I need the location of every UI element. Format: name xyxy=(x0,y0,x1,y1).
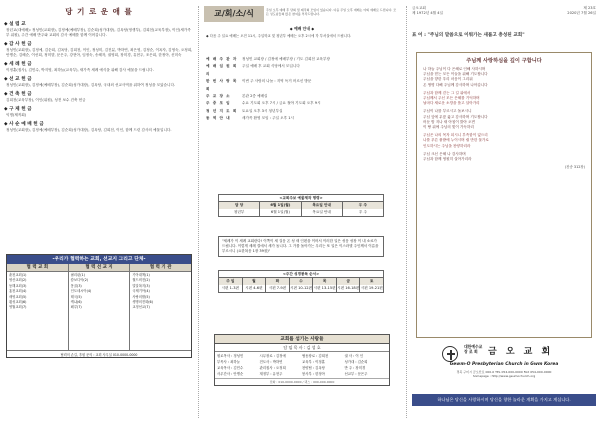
staff-member: 반 주 : 장미경 xyxy=(344,366,366,370)
hymn-line: 이 땅 위에 주님의 빛이 가득하리 xyxy=(423,125,474,130)
cover-header-left: 금오교회 제 1972년 4월 4일 xyxy=(412,6,444,15)
table-cell: 우 주 xyxy=(358,210,367,214)
offering-section-names: 김희천(교육부장), 이인(위원), 성전 보수 건축 헌금 xyxy=(6,98,86,102)
offering-sections xyxy=(4,21,194,133)
offering-column xyxy=(4,6,194,420)
worship-role-row xyxy=(206,63,398,78)
hymn-line: 나를 푸른 풀밭에 누이시며 쉴 만한 물가로 xyxy=(423,138,489,143)
cooperation-item: 국제기아(4) xyxy=(132,289,150,294)
offering-section-heading: ◆ 세 례 헌 금 xyxy=(4,62,32,67)
cooperation-column xyxy=(7,264,69,350)
offering-section-names: 정성민(교회장), 김정예(예배부장), 김순희(성가대장), 김옥당, 국내외 선교사역을 위하여 정성을 모았습니다. xyxy=(6,83,176,87)
church-name-english: Gewm-O Presbyterian Church in Gwm Korea xyxy=(449,362,559,367)
worship-role-value: 이번 주 사랑의 나눔 : 지역 독거 어르신 방문 xyxy=(242,79,312,84)
cooperation-item: 필리핀(1) xyxy=(70,273,85,277)
hymn-lines xyxy=(423,67,585,162)
staff-title: 교회를 섬기는 사람들 xyxy=(215,335,389,344)
hymn-line: 주님과 함께 영원히 살아가리라 xyxy=(423,157,472,162)
table-cell: 목요일 안내 xyxy=(302,209,343,216)
reading-schedule-header xyxy=(219,278,383,285)
offering-section xyxy=(4,121,194,133)
table-header-cell: 우 주 xyxy=(343,202,383,209)
worship-role-label: 예 배 주 관 자 xyxy=(206,57,238,61)
worship-role-value: 새가족 환영 모임 : 주일 오후 1시 xyxy=(242,116,295,121)
cooperation-column-head: 협 력 교 회 xyxy=(7,264,68,272)
hymn-line: 주님을 향한 우리 마음이 그리워 xyxy=(423,77,473,82)
reading-schedule-table xyxy=(218,270,384,293)
cooperation-column xyxy=(130,264,191,350)
offering-section-names: 이정훈(집사), 김민수, 박지영, 최하늘(교육부), 새가족 세례 예식을 위해 감사 예물을 드립니다. xyxy=(6,68,154,72)
staff-grid xyxy=(215,352,389,378)
news-logo: 교/회/소/식 xyxy=(204,6,264,22)
worship-notice: ◆ 다음 주 일요 예배는 오전 11시, 주일학교 및 청년부 예배는 오후 2시에 각 부서실에서 드립니다. xyxy=(206,34,352,38)
worship-role-label: 동 역 안 내 xyxy=(206,116,231,121)
worship-role-row xyxy=(206,115,398,122)
cooperation-column-head: 협 력 선 교 지 xyxy=(69,264,130,272)
cooperation-item: 월드비전(2) xyxy=(132,278,150,283)
offering-section-names: 정성민(교회장), 김정예(예배부장), 김순희(성가대장), 김옥당, 김희천, 이인, 함께 드린 감사의 예물입니다. xyxy=(6,128,172,132)
cooperation-column xyxy=(69,264,131,350)
staff-member: 봉사부 : 한정아 xyxy=(302,372,325,376)
staff-box xyxy=(214,334,390,386)
table-cell: 시편 7-9편 xyxy=(266,285,290,292)
table-header-cell: 6월 1일(월) xyxy=(260,202,301,209)
worship-role-value: 수요 기도회 오후 7시 / 금요 철야 기도회 오후 9시 xyxy=(242,101,321,106)
staff-member: 협동장로 : 김희천 xyxy=(302,354,329,358)
cooperation-item: 홍천교회(4) xyxy=(9,289,27,294)
cover-motto: 표 어 : "주님의 말씀으로 이뤄가는 새롭고 충성된 교회" xyxy=(412,33,525,38)
table-header-cell: 목 xyxy=(313,278,337,285)
offering-section xyxy=(4,76,194,88)
offering-section-heading: ◆ 설 렵 교 xyxy=(4,22,26,27)
cooperation-title: -우리가 협력하는 교회, 선교지 그리고 단체- xyxy=(7,255,191,264)
offering-section-names: 정성민(교회장), 김정예, 김순희, 김옥당, 김희천, 이인, 정성미, 김진분, 박하연, 최은영, 김정순, 이옥자, 김영숙, 오정희, 안병순, 김혜순, 이선희, 정미향, 문은주, 강현아, 임정숙, 송혜자, 권영희, 장미경, 유현주, 조은희, 한정아, 신미숙 xyxy=(6,48,193,57)
table-cell: 6월 1일(월) xyxy=(260,209,301,216)
hymn-line: 날마다 새로운 소망을 품고 살아가리 xyxy=(423,101,480,106)
staff-member: 찬양팀 : 김옥당 xyxy=(302,366,325,370)
table-header-cell: 수 xyxy=(290,278,314,285)
cooperation-item: 태국(5) xyxy=(70,294,82,299)
cover-column xyxy=(412,6,596,420)
offering-section xyxy=(4,91,194,103)
hymn-line: 나 하늘 주님이 다 은혜로 인해 사하시며 xyxy=(423,67,486,71)
offering-title: 당 기 로 운 애 를 xyxy=(65,7,133,16)
worship-role-row xyxy=(206,108,398,115)
staff-member: 성가대 : 김순희 xyxy=(344,360,368,364)
cooperation-item: 동해교회(3) xyxy=(9,283,27,288)
church-address: 경북 구미시 금오산로 000-0 TEL 054-000-0000 FAX 054-000-0000 homepage : http://www.geumochurch.org xyxy=(456,370,552,379)
staff-member: 선교부 : 문은주 xyxy=(344,372,368,376)
hymn-line: 주님 앞에 무릎 꿇고 감사하며 기도합니다 xyxy=(423,114,488,119)
worship-role-row xyxy=(206,78,398,93)
staff-pastor: 담 임 목 사 : 김 성 호 xyxy=(215,344,389,352)
cross-icon xyxy=(443,347,459,363)
hymn-line: 인도하시는 주님을 찬양하리라 xyxy=(423,143,471,148)
offering-section xyxy=(4,61,194,73)
cooperation-box xyxy=(6,254,192,358)
production-schedule-caption: <교회주보 예물제작 명령> xyxy=(219,195,383,202)
worship-role-label: 주 중 모 임 xyxy=(206,101,231,106)
worship-role-row xyxy=(206,100,398,107)
cooperation-item: 영월교회(7) xyxy=(9,305,27,310)
offering-section-names: 익명(제직회) xyxy=(6,113,27,117)
cooperation-item: 새영교회(5) xyxy=(9,294,27,299)
worship-role-value: 주일 예배 후 교회 식당에서 모입니다 xyxy=(242,64,300,69)
staff-member: 전도사 : 박하연 xyxy=(259,360,283,364)
cooperation-item: 밀알복지(3) xyxy=(132,283,150,288)
cooperation-item: 영산교회(2) xyxy=(9,278,27,283)
worship-role-label: 예 배 임 원 회 의 xyxy=(206,64,238,76)
table-header-cell: 월 xyxy=(243,278,267,285)
cooperation-item: 사랑의쌀(5) xyxy=(132,294,150,299)
production-schedule-header xyxy=(219,202,383,209)
staff-member: 원로목사 : 정성민 xyxy=(217,354,244,358)
cooperation-item: 춘천교회(1) xyxy=(9,273,27,277)
cooperation-item: 생명의전화(6) xyxy=(132,300,153,305)
production-schedule-table xyxy=(218,194,384,217)
offering-section-heading: ◆ 감 사 헌 금 xyxy=(4,42,32,47)
table-cell: 시편 1-3편 xyxy=(219,285,243,292)
hymn-line: 주님과 함께 걷는 그 길 위에서 xyxy=(423,90,471,95)
cooperation-list xyxy=(130,272,191,312)
table-header-cell: 토 xyxy=(360,278,383,285)
offering-section-heading: ◆ 구 제 헌 금 xyxy=(4,107,32,112)
cooperation-item: 기아대책(1) xyxy=(132,273,150,277)
offering-section-heading: ◆ 건 축 헌 금 xyxy=(4,92,32,97)
church-identity xyxy=(416,338,592,388)
worship-role-label: 한 번 사 랑 목 회 xyxy=(206,79,238,91)
reading-schedule-caption: <주간 성경봉독 순서> xyxy=(219,271,383,278)
staff-member: 교육부 : 이정훈 xyxy=(302,360,325,364)
staff-member: 교육목사 : 김민수 xyxy=(217,366,244,370)
hymn-line: 주님 크신 은혜 나 감사하며 xyxy=(423,151,466,156)
table-header-cell: 주 일 xyxy=(219,278,243,285)
column-divider xyxy=(198,6,199,418)
table-cell: 청년부 xyxy=(219,209,260,216)
hymn-line: 주님을 믿는 모든 이들을 위해 기도합니다 xyxy=(423,72,488,77)
cooperation-item: 캄보디아(2) xyxy=(70,278,89,283)
table-cell: 시편 16-18편 xyxy=(337,286,360,290)
staff-footer: 전화 : 010-0000-0000 / 팩스 : 000-000-0000 xyxy=(215,378,389,385)
staff-member: 재정부 : 유현주 xyxy=(259,372,283,376)
worship-role-value: 본관 2층 예배실 xyxy=(242,94,268,99)
cooperation-column-head: 협 력 기 관 xyxy=(130,264,191,272)
worship-role-row xyxy=(206,56,398,63)
staff-member: 부목사 : 최하늘 xyxy=(217,360,240,364)
reading-schedule-row xyxy=(219,285,383,292)
cooperation-item: 횡성교회(6) xyxy=(9,300,27,305)
worship-banner: ◆ 예배 안내 ◆ xyxy=(289,26,315,31)
table-header-cell: 금 xyxy=(337,278,361,285)
production-schedule-row xyxy=(219,209,383,216)
table-cell: 시편 19-21편 xyxy=(360,286,383,290)
hymn-line: 주님이 나를 부르시고 돌보시니 xyxy=(423,109,472,114)
church-emblem-icon xyxy=(442,346,458,362)
offering-section-heading: ◆ 사 순 예 배 헌 금 xyxy=(4,122,44,127)
cover-header-date: 제 23호 2020년 7월 26일 xyxy=(567,6,596,15)
cooperation-item: 페루(7) xyxy=(70,305,82,310)
cooperation-item: 인도네시아(4) xyxy=(70,289,92,294)
table-header-cell: 담 당 xyxy=(219,202,260,209)
cooperation-list xyxy=(7,272,68,312)
church-denomination: 대한예수교 장 로 회 xyxy=(464,344,483,354)
hymn-line: 어둔 밤 지나 새 아침이 밝아 오면 xyxy=(423,119,475,124)
offering-section-names: 장년교(대예배): 정성민(교회장), 김정예(예배부장), 김순희(성가대장), 김옥당(영생부), 김희천(교육부장), 이인(새가족부 위원), 주간 예배 반주와 교회의 감사 예배를 함께 이어갑니다. xyxy=(6,28,191,37)
church-name: 금 오 교 회 xyxy=(488,347,554,357)
cooperation-item: 몽골(3) xyxy=(70,283,82,288)
table-cell: 시편 13-15편 xyxy=(313,286,336,290)
hymn-line: 주님은 나의 목자 되시니 부족함이 없으리 xyxy=(423,133,488,138)
hymn-title: 주님께 사랑하심을 깊이 구합니다 xyxy=(466,58,542,64)
table-header-cell: 목요일 안내 xyxy=(302,202,343,209)
scripture-verse: "세례가 이 세례 교회란다! 이쪽이 세 걸음 온 성 새 인편을 이어서 이러한 일은 성음 성장 이 내 소료가 드립니다. 이렇게 세례 결에서 새가 돕니다. 그 가를 돌아가는 우리는 또 일은 이스라엘 주인께서 이름을 부르시니 (요한복음 1장 39절)" xyxy=(218,236,384,257)
offering-section xyxy=(4,21,194,38)
worship-roles xyxy=(206,56,398,123)
cooperation-list xyxy=(69,272,130,312)
hymn-box xyxy=(416,52,592,338)
hymn-source: (찬송 312장) xyxy=(564,165,585,170)
offering-section xyxy=(4,106,194,118)
staff-member: 권 사 : 이 인 xyxy=(344,354,364,358)
staff-member: 시무장로 : 김정예 xyxy=(259,354,286,358)
staff-member: 사무간사 : 안병순 xyxy=(217,372,244,376)
table-cell: 시편 4-6편 xyxy=(243,285,267,292)
cover-footer-banner: 하나님은 당신을 사랑하시며 당신을 향한 놀라운 계획을 가지고 계십니다. xyxy=(412,394,596,406)
cooperation-item: 케냐(6) xyxy=(70,300,82,305)
cooperation-item: 교정선교(7) xyxy=(132,305,150,310)
news-intro: 주일 오후 예배 후 당회 및 제직회 모임이 있습니다. 다음 주일 오후 예배는 야외 예배로 드립니다. 모든 성도님들의 많은 참여를 부탁드립니다. xyxy=(266,8,397,17)
hymn-line: 주님께서 주신 모든 은혜를 기억하며 xyxy=(423,96,480,101)
hymn-line: 온 생명 다해 주님께 감사하며 나아갑니다 xyxy=(423,82,488,87)
offering-section xyxy=(4,41,194,58)
worship-role-row xyxy=(206,93,398,100)
column-divider xyxy=(406,6,407,418)
staff-member: 관리집사 : 오정희 xyxy=(259,366,286,370)
worship-role-label: 주 교 장 소 xyxy=(206,94,231,99)
news-column xyxy=(204,6,400,420)
table-cell: 시편 10-12편 xyxy=(290,286,313,290)
cooperation-grid xyxy=(7,264,191,350)
worship-role-label: 청 년 지 도 회 xyxy=(206,108,238,113)
worship-role-value: 토요일 오후 3시 청년부실 xyxy=(242,108,283,113)
table-header-cell: 화 xyxy=(266,278,290,285)
offering-section-heading: ◆ 선 교 헌 금 xyxy=(4,77,32,82)
worship-role-value: 정성민 교회장 / 김정예 예배부장 / 기도 김희천 교육부장 xyxy=(242,57,330,61)
cooperation-footer: 협력의 손길, 후원 문의 : 교회 사무실 010-0000-0000 xyxy=(7,350,191,358)
